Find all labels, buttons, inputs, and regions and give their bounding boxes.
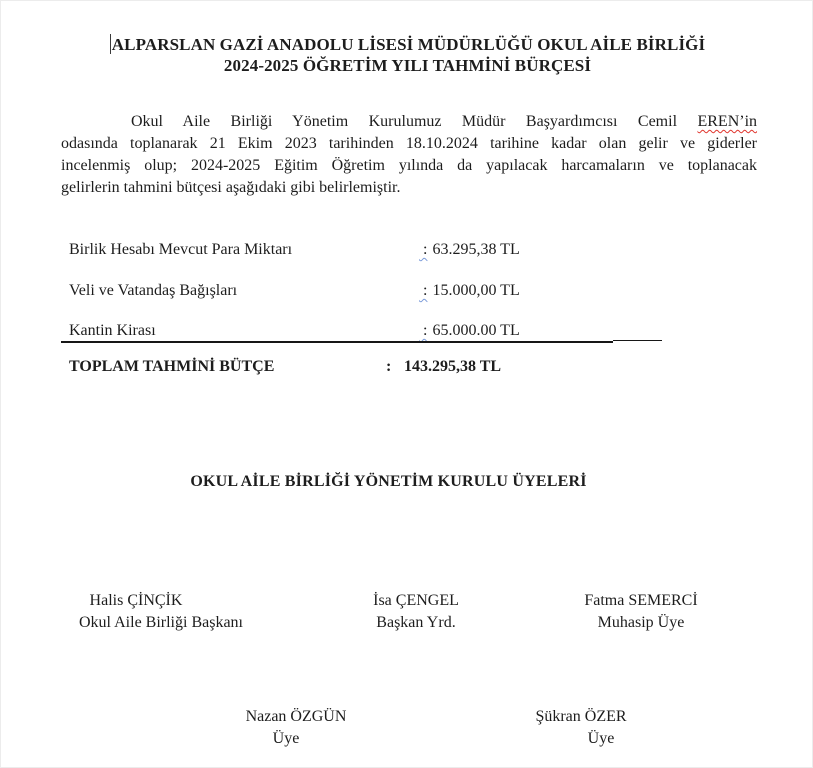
intro-line-1-text: Okul Aile Birliği Yönetim Kurulumuz Müdür Başyardımcısı Cemil [131, 113, 678, 130]
intro-line-1 [61, 111, 757, 133]
budget-divider-line-right [613, 340, 662, 341]
budget-row-label: Kantin Kirası [69, 322, 156, 339]
title-line-1 [1, 34, 813, 55]
budget-row-amount: 65.000.00 TL [432, 322, 520, 339]
signature-col-president [56, 590, 266, 634]
misspelled-word: EREN’in [697, 113, 758, 130]
budget-row [61, 241, 761, 263]
member-name: Nazan ÖZGÜN [245, 708, 347, 725]
intro-line-3: incelenmiş olup; 2024-2025 Eğitim Öğretim yılında da yapılacak harcamaların ve toplanacak [61, 157, 757, 174]
budget-colon: : [419, 282, 428, 299]
total-colon: : [386, 358, 392, 375]
signature-row-1 [1, 590, 813, 636]
title-line-2-text: 2024-2025 ÖĞRETİM YILI TAHMİNİ BÜRÇESİ [223, 56, 592, 75]
text-cursor [110, 34, 111, 54]
member-role: Üye [587, 730, 615, 747]
title-line-2 [1, 55, 813, 76]
member-name: Halis ÇİNÇİK [89, 592, 183, 609]
budget-row-label: Birlik Hesabı Mevcut Para Miktarı [69, 241, 293, 258]
member-role: Muhasip Üye [597, 614, 685, 631]
budget-colon: : [419, 241, 428, 258]
budget-row-value-cell [419, 241, 520, 259]
budget-row-amount: 15.000,00 TL [432, 282, 520, 299]
document-title [1, 34, 813, 76]
budget-row-amount: 63.295,38 TL [432, 241, 520, 258]
budget-row-value-cell [419, 322, 520, 340]
committee-heading: OKUL AİLE BİRLİĞİ YÖNETİM KURULU ÜYELERİ [190, 473, 587, 490]
total-amount: 143.295,38 TL [404, 358, 502, 375]
budget-row [61, 282, 761, 304]
intro-paragraph [61, 111, 757, 199]
title-line-1-text: ALPARSLAN GAZİ ANADOLU LİSESİ MÜDÜRLÜĞÜ OKUL AİLE BİRLİĞİ [111, 35, 706, 54]
intro-line-4: gelirlerin tahmini bütçesi aşağıdaki gibi belirlemiştir. [61, 179, 401, 196]
member-role: Okul Aile Birliği Başkanı [79, 614, 243, 631]
budget-row-value-cell [419, 282, 520, 300]
member-role: Üye [272, 730, 300, 747]
intro-line-2: odasında toplanarak 21 Ekim 2023 tarihinden 18.10.2024 tarihine kadar olan gelir ve giderler [61, 135, 757, 152]
member-name: Fatma SEMERCİ [584, 592, 698, 609]
budget-table [61, 241, 761, 351]
signature-col-accountant [536, 590, 746, 634]
total-label: TOPLAM TAHMİNİ BÜTÇE [69, 358, 275, 375]
budget-row-label: Veli ve Vatandaş Bağışları [69, 282, 238, 299]
member-name: Şükran ÖZER [535, 708, 627, 725]
signature-col-vice-president [311, 590, 521, 634]
member-name: İsa ÇENGEL [373, 592, 459, 609]
signature-col-member-1 [196, 706, 396, 750]
budget-colon: : [419, 322, 428, 339]
signature-col-member-2 [481, 706, 681, 750]
signature-row-2 [1, 706, 813, 752]
member-role: Başkan Yrd. [376, 614, 456, 631]
budget-divider-line [61, 341, 613, 343]
